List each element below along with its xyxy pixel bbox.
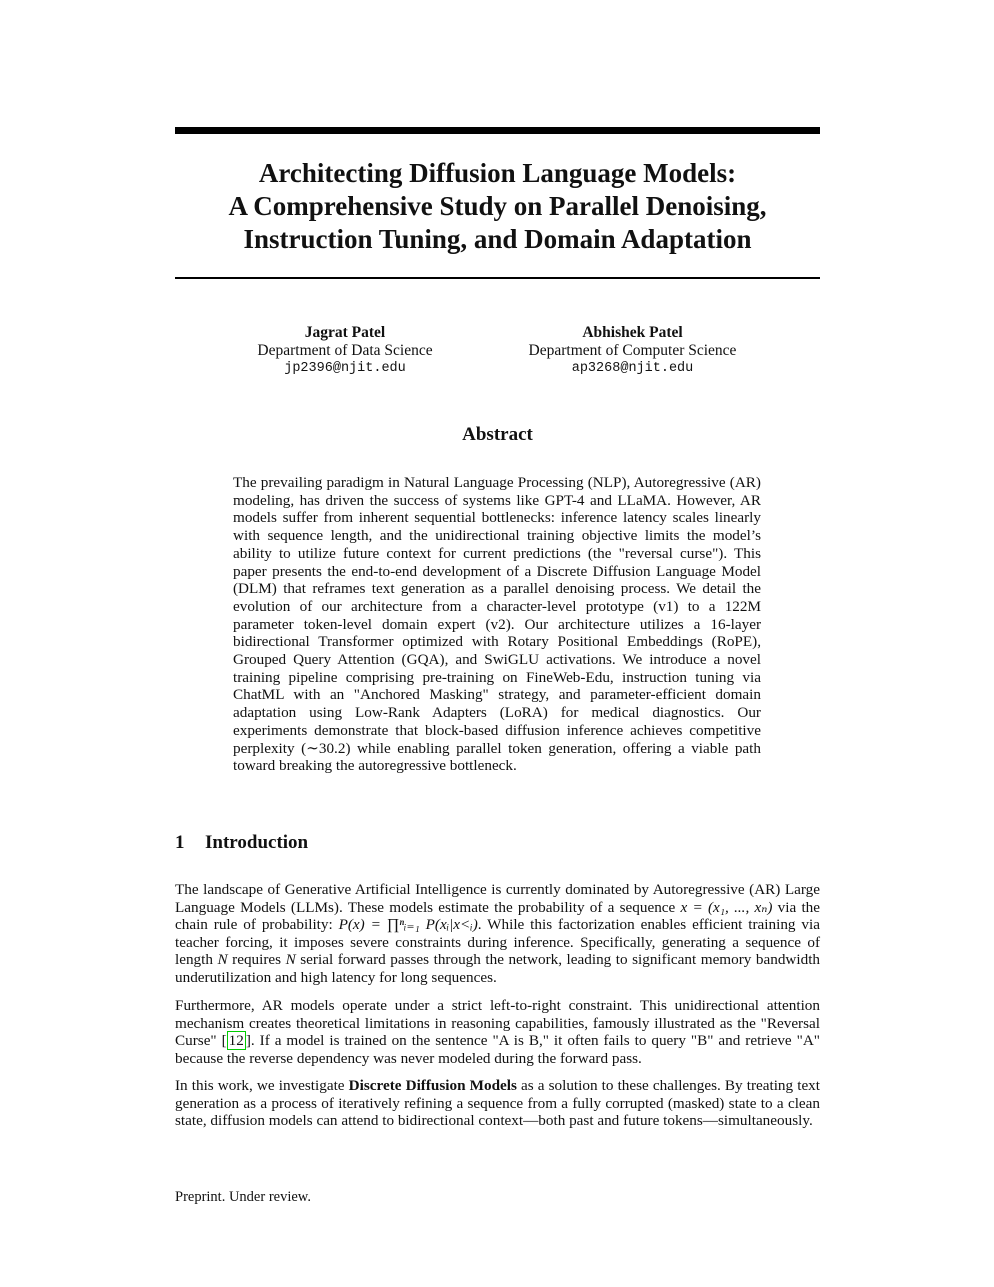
title-line: A Comprehensive Study on Parallel Denoising, (228, 191, 767, 221)
text-run: as a solution to these challenges. By treating text generation as a process of iteratively refining a sequence from a fully corrupted (masked) state to a clean state, diffusion models can attend to bidirectional context—both past and future tokens—simultaneously. (175, 1077, 820, 1130)
title-bottom-rule (175, 277, 820, 279)
author-affiliation: Department of Computer Science (528, 342, 737, 359)
bold-term: Discrete Diffusion Models (348, 1077, 517, 1094)
title-top-rule (175, 127, 820, 134)
math-length: N (217, 951, 228, 969)
paper-title (175, 157, 820, 256)
math-sequence: x = (x₁, ..., xₙ) (680, 898, 773, 916)
text-run: . While this factorization enables efficient training via teacher forcing, it imposes severe constraints during inference. Specifically, generating a sequence of length (175, 916, 820, 969)
section-heading-introduction (175, 832, 308, 854)
text-run: Furthermore, AR models operate under a strict left-to-right constraint. This unidirectional attention mechanism creates theoretical limitations in reasoning capabilities, famously illustrated as the "Reversal Curse" [ (175, 997, 820, 1050)
author-email[interactable]: jp2396@njit.edu (284, 361, 406, 376)
section-number: 1 (175, 832, 185, 853)
text-run: via the chain rule of probability: (175, 898, 821, 934)
title-line: Instruction Tuning, and Domain Adaptation (243, 224, 752, 254)
author-1 (230, 324, 460, 378)
abstract-text: The prevailing paradigm in Natural Language Processing (NLP), Autoregressive (AR) modeling, has driven the success of systems like GPT-4 and LLaMA. However, AR models suffer from inherent sequential bottlenecks: inference latency scales linearly with sequence length, and the unidirectional training objective limits the model’s ability to utilize future context for current predictions (the "reversal curse"). This paper presents the end-to-end development of a Discrete Diffusion Language Model (DLM) that reframes text generation as a parallel denoising process. We detail the evolution of our architecture from a character-level prototype (v1) to a 122M parameter token-level domain expert (v2). Our architecture utilizes a 16-layer bidirectional Transformer optimized with Rotary Positional Embeddings (RoPE), Grouped Query Attention (GQA), and SwiGLU activations. We introduce a novel training pipeline comprising pre-training on FineWeb-Edu, instruction tuning via ChatML with an "Anchored Masking" strategy, and parameter-efficient domain adaptation using Low-Rank Adapters (LoRA) for medical diagnostics. Our experiments demonstrate that block-based diffusion inference achieves competitive perplexity (∼30.2) while enabling parallel token generation, offering a viable path toward breaking the autoregressive bottleneck. (233, 474, 761, 775)
text-run: ]. If a model is trained on the sentence "A is B," it often fails to query "B" and retrieve "A" because the reverse dependency was never modeled during the forward pass. (175, 1032, 820, 1067)
section-title: Introduction (205, 832, 309, 853)
text-run: serial forward passes through the network, leading to significant memory bandwidth underutilization and high latency for long sequences. (175, 951, 821, 986)
math-chain-rule: P(x) = ∏ⁿᵢ₌₁ P(xᵢ|x<ᵢ) (338, 916, 478, 934)
intro-paragraph-1 (175, 881, 820, 987)
page-footer: Preprint. Under review. (175, 1189, 311, 1205)
text-run: The landscape of Generative Artificial Intelligence is currently dominated by Autoregressive (AR) Large Language Models (LLMs). These models estimate the probability of a sequence (175, 881, 820, 916)
intro-paragraph-2 (175, 997, 820, 1067)
title-line: Architecting Diffusion Language Models: (258, 158, 737, 188)
intro-paragraph-3 (175, 1077, 820, 1130)
abstract-heading: Abstract (462, 424, 533, 445)
author-2 (500, 324, 765, 378)
author-name: Abhishek Patel (582, 324, 683, 341)
citation-link[interactable]: 12 (228, 1032, 244, 1050)
text-run: requires (227, 951, 286, 969)
author-name: Jagrat Patel (304, 324, 386, 341)
math-length: N (285, 951, 296, 969)
author-email[interactable]: ap3268@njit.edu (571, 361, 694, 376)
text-run: In this work, we investigate (175, 1077, 349, 1094)
author-affiliation: Department of Data Science (257, 342, 433, 359)
